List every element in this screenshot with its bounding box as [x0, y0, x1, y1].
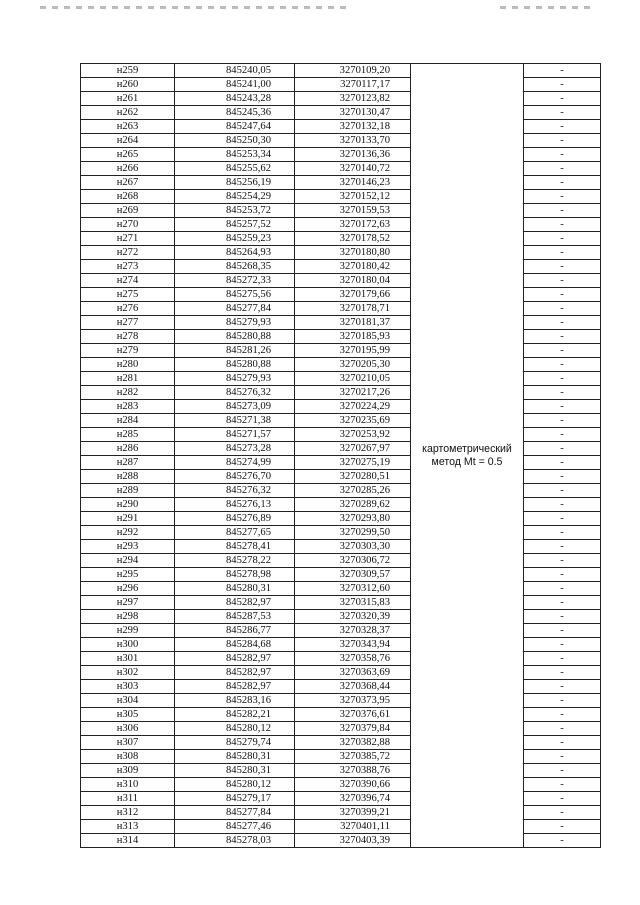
value-cell: - — [524, 652, 601, 666]
y-coordinate-cell: 3270210,05 — [295, 372, 411, 386]
x-coordinate-cell: 845253,72 — [175, 204, 295, 218]
y-coordinate-cell: 3270373,95 — [295, 694, 411, 708]
y-coordinate-cell: 3270179,66 — [295, 288, 411, 302]
point-name-cell: н308 — [81, 750, 175, 764]
x-coordinate-cell: 845272,33 — [175, 274, 295, 288]
x-coordinate-cell: 845281,26 — [175, 344, 295, 358]
point-name-cell: н273 — [81, 260, 175, 274]
y-coordinate-cell: 3270379,84 — [295, 722, 411, 736]
coordinates-table — [80, 63, 601, 848]
y-coordinate-cell: 3270109,20 — [295, 64, 411, 78]
x-coordinate-cell: 845257,52 — [175, 218, 295, 232]
value-cell: - — [524, 778, 601, 792]
x-coordinate-cell: 845256,19 — [175, 176, 295, 190]
x-coordinate-cell: 845276,32 — [175, 386, 295, 400]
value-cell: - — [524, 316, 601, 330]
y-coordinate-cell: 3270180,42 — [295, 260, 411, 274]
point-name-cell: н301 — [81, 652, 175, 666]
y-coordinate-cell: 3270363,69 — [295, 666, 411, 680]
value-cell: - — [524, 358, 601, 372]
value-cell: - — [524, 442, 601, 456]
value-cell: - — [524, 708, 601, 722]
x-coordinate-cell: 845277,84 — [175, 302, 295, 316]
point-name-cell: н314 — [81, 834, 175, 848]
value-cell: - — [524, 568, 601, 582]
x-coordinate-cell: 845279,93 — [175, 316, 295, 330]
point-name-cell: н299 — [81, 624, 175, 638]
y-coordinate-cell: 3270401,11 — [295, 820, 411, 834]
y-coordinate-cell: 3270320,39 — [295, 610, 411, 624]
value-cell: - — [524, 820, 601, 834]
point-name-cell: н266 — [81, 162, 175, 176]
y-coordinate-cell: 3270185,93 — [295, 330, 411, 344]
y-coordinate-cell: 3270390,66 — [295, 778, 411, 792]
point-name-cell: н278 — [81, 330, 175, 344]
y-coordinate-cell: 3270376,61 — [295, 708, 411, 722]
y-coordinate-cell: 3270224,29 — [295, 400, 411, 414]
value-cell: - — [524, 344, 601, 358]
point-name-cell: н306 — [81, 722, 175, 736]
x-coordinate-cell: 845268,35 — [175, 260, 295, 274]
y-coordinate-cell: 3270146,23 — [295, 176, 411, 190]
y-coordinate-cell: 3270133,70 — [295, 134, 411, 148]
point-name-cell: н312 — [81, 806, 175, 820]
value-cell: - — [524, 190, 601, 204]
y-coordinate-cell: 3270178,71 — [295, 302, 411, 316]
point-name-cell: н272 — [81, 246, 175, 260]
y-coordinate-cell: 3270123,82 — [295, 92, 411, 106]
value-cell: - — [524, 512, 601, 526]
y-coordinate-cell: 3270303,30 — [295, 540, 411, 554]
point-name-cell: н296 — [81, 582, 175, 596]
x-coordinate-cell: 845279,74 — [175, 736, 295, 750]
x-coordinate-cell: 845243,28 — [175, 92, 295, 106]
value-cell: - — [524, 64, 601, 78]
x-coordinate-cell: 845273,28 — [175, 442, 295, 456]
point-name-cell: н279 — [81, 344, 175, 358]
value-cell: - — [524, 610, 601, 624]
y-coordinate-cell: 3270293,80 — [295, 512, 411, 526]
x-coordinate-cell: 845278,03 — [175, 834, 295, 848]
x-coordinate-cell: 845278,22 — [175, 554, 295, 568]
x-coordinate-cell: 845282,97 — [175, 652, 295, 666]
value-cell: - — [524, 232, 601, 246]
point-name-cell: н277 — [81, 316, 175, 330]
point-name-cell: н268 — [81, 190, 175, 204]
y-coordinate-cell: 3270195,99 — [295, 344, 411, 358]
y-coordinate-cell: 3270343,94 — [295, 638, 411, 652]
x-coordinate-cell: 845240,05 — [175, 64, 295, 78]
x-coordinate-cell: 845280,88 — [175, 358, 295, 372]
x-coordinate-cell: 845284,68 — [175, 638, 295, 652]
y-coordinate-cell: 3270172,63 — [295, 218, 411, 232]
x-coordinate-cell: 845280,88 — [175, 330, 295, 344]
value-cell: - — [524, 218, 601, 232]
point-name-cell: н274 — [81, 274, 175, 288]
point-name-cell: н259 — [81, 64, 175, 78]
x-coordinate-cell: 845278,98 — [175, 568, 295, 582]
point-name-cell: н262 — [81, 106, 175, 120]
x-coordinate-cell: 845282,21 — [175, 708, 295, 722]
point-name-cell: н293 — [81, 540, 175, 554]
top-scan-line-left — [40, 6, 350, 9]
x-coordinate-cell: 845247,64 — [175, 120, 295, 134]
x-coordinate-cell: 845241,00 — [175, 78, 295, 92]
value-cell: - — [524, 554, 601, 568]
method-line-2: метод Mt = 0.5 — [431, 455, 503, 468]
x-coordinate-cell: 845282,97 — [175, 666, 295, 680]
top-scan-line-right — [500, 6, 590, 9]
value-cell: - — [524, 106, 601, 120]
x-coordinate-cell: 845264,93 — [175, 246, 295, 260]
x-coordinate-cell: 845275,56 — [175, 288, 295, 302]
y-coordinate-cell: 3270315,83 — [295, 596, 411, 610]
y-coordinate-cell: 3270217,26 — [295, 386, 411, 400]
x-coordinate-cell: 845283,16 — [175, 694, 295, 708]
value-cell: - — [524, 484, 601, 498]
point-name-cell: н287 — [81, 456, 175, 470]
y-coordinate-cell: 3270328,37 — [295, 624, 411, 638]
y-coordinate-cell: 3270178,52 — [295, 232, 411, 246]
point-name-cell: н300 — [81, 638, 175, 652]
y-coordinate-cell: 3270403,39 — [295, 834, 411, 848]
point-name-cell: н292 — [81, 526, 175, 540]
value-cell: - — [524, 204, 601, 218]
y-coordinate-cell: 3270180,04 — [295, 274, 411, 288]
y-coordinate-cell: 3270159,53 — [295, 204, 411, 218]
x-coordinate-cell: 845274,99 — [175, 456, 295, 470]
y-coordinate-cell: 3270368,44 — [295, 680, 411, 694]
x-coordinate-cell: 845276,13 — [175, 498, 295, 512]
value-cell: - — [524, 92, 601, 106]
point-name-cell: н281 — [81, 372, 175, 386]
value-cell: - — [524, 540, 601, 554]
y-coordinate-cell: 3270399,21 — [295, 806, 411, 820]
point-name-cell: н280 — [81, 358, 175, 372]
point-name-cell: н285 — [81, 428, 175, 442]
x-coordinate-cell: 845280,31 — [175, 750, 295, 764]
x-coordinate-cell: 845282,97 — [175, 596, 295, 610]
x-coordinate-cell: 845250,30 — [175, 134, 295, 148]
y-coordinate-cell: 3270235,69 — [295, 414, 411, 428]
value-cell: - — [524, 414, 601, 428]
point-name-cell: н305 — [81, 708, 175, 722]
value-cell: - — [524, 792, 601, 806]
value-cell: - — [524, 176, 601, 190]
x-coordinate-cell: 845259,23 — [175, 232, 295, 246]
point-name-cell: н276 — [81, 302, 175, 316]
point-name-cell: н270 — [81, 218, 175, 232]
x-coordinate-cell: 845280,31 — [175, 764, 295, 778]
y-coordinate-cell: 3270140,72 — [295, 162, 411, 176]
value-cell: - — [524, 372, 601, 386]
x-coordinate-cell: 845280,12 — [175, 722, 295, 736]
point-name-cell: н269 — [81, 204, 175, 218]
value-cell: - — [524, 694, 601, 708]
value-cell: - — [524, 526, 601, 540]
y-coordinate-cell: 3270267,97 — [295, 442, 411, 456]
y-coordinate-cell: 3270280,51 — [295, 470, 411, 484]
y-coordinate-cell: 3270117,17 — [295, 78, 411, 92]
value-cell: - — [524, 596, 601, 610]
y-coordinate-cell: 3270299,50 — [295, 526, 411, 540]
method-line-1: картометрический — [422, 442, 512, 455]
point-name-cell: н309 — [81, 764, 175, 778]
y-coordinate-cell: 3270285,26 — [295, 484, 411, 498]
x-coordinate-cell: 845253,34 — [175, 148, 295, 162]
y-coordinate-cell: 3270396,74 — [295, 792, 411, 806]
value-cell: - — [524, 680, 601, 694]
x-coordinate-cell: 845279,93 — [175, 372, 295, 386]
x-coordinate-cell: 845276,89 — [175, 512, 295, 526]
y-coordinate-cell: 3270130,47 — [295, 106, 411, 120]
point-name-cell: н294 — [81, 554, 175, 568]
y-coordinate-cell: 3270289,62 — [295, 498, 411, 512]
point-name-cell: н267 — [81, 176, 175, 190]
point-name-cell: н302 — [81, 666, 175, 680]
value-cell: - — [524, 470, 601, 484]
value-cell: - — [524, 806, 601, 820]
value-cell: - — [524, 722, 601, 736]
value-cell: - — [524, 288, 601, 302]
y-coordinate-cell: 3270181,37 — [295, 316, 411, 330]
y-coordinate-cell: 3270385,72 — [295, 750, 411, 764]
point-name-cell: н291 — [81, 512, 175, 526]
value-cell: - — [524, 330, 601, 344]
point-name-cell: н297 — [81, 596, 175, 610]
point-name-cell: н264 — [81, 134, 175, 148]
value-cell: - — [524, 428, 601, 442]
x-coordinate-cell: 845280,12 — [175, 778, 295, 792]
point-name-cell: н304 — [81, 694, 175, 708]
point-name-cell: н275 — [81, 288, 175, 302]
x-coordinate-cell: 845282,97 — [175, 680, 295, 694]
value-cell: - — [524, 624, 601, 638]
point-name-cell: н265 — [81, 148, 175, 162]
point-name-cell: н260 — [81, 78, 175, 92]
x-coordinate-cell: 845277,65 — [175, 526, 295, 540]
value-cell: - — [524, 134, 601, 148]
value-cell: - — [524, 400, 601, 414]
value-cell: - — [524, 834, 601, 848]
y-coordinate-cell: 3270253,92 — [295, 428, 411, 442]
point-name-cell: н298 — [81, 610, 175, 624]
point-name-cell: н286 — [81, 442, 175, 456]
coordinates-table-body — [81, 64, 601, 848]
point-name-cell: н295 — [81, 568, 175, 582]
x-coordinate-cell: 845277,84 — [175, 806, 295, 820]
point-name-cell: н283 — [81, 400, 175, 414]
y-coordinate-cell: 3270205,30 — [295, 358, 411, 372]
y-coordinate-cell: 3270275,19 — [295, 456, 411, 470]
value-cell: - — [524, 666, 601, 680]
point-name-cell: н284 — [81, 414, 175, 428]
method-cell — [411, 64, 524, 848]
y-coordinate-cell: 3270312,60 — [295, 582, 411, 596]
value-cell: - — [524, 456, 601, 470]
value-cell: - — [524, 148, 601, 162]
value-cell: - — [524, 260, 601, 274]
y-coordinate-cell: 3270382,88 — [295, 736, 411, 750]
x-coordinate-cell: 845271,57 — [175, 428, 295, 442]
point-name-cell: н263 — [81, 120, 175, 134]
point-name-cell: н271 — [81, 232, 175, 246]
point-name-cell: н310 — [81, 778, 175, 792]
value-cell: - — [524, 582, 601, 596]
x-coordinate-cell: 845276,32 — [175, 484, 295, 498]
y-coordinate-cell: 3270306,72 — [295, 554, 411, 568]
x-coordinate-cell: 845286,77 — [175, 624, 295, 638]
value-cell: - — [524, 78, 601, 92]
value-cell: - — [524, 386, 601, 400]
x-coordinate-cell: 845287,53 — [175, 610, 295, 624]
x-coordinate-cell: 845254,29 — [175, 190, 295, 204]
y-coordinate-cell: 3270180,80 — [295, 246, 411, 260]
x-coordinate-cell: 845276,70 — [175, 470, 295, 484]
y-coordinate-cell: 3270136,36 — [295, 148, 411, 162]
y-coordinate-cell: 3270309,57 — [295, 568, 411, 582]
value-cell: - — [524, 162, 601, 176]
y-coordinate-cell: 3270152,12 — [295, 190, 411, 204]
method-text — [422, 443, 512, 469]
point-name-cell: н307 — [81, 736, 175, 750]
value-cell: - — [524, 246, 601, 260]
x-coordinate-cell: 845279,17 — [175, 792, 295, 806]
point-name-cell: н303 — [81, 680, 175, 694]
point-name-cell: н311 — [81, 792, 175, 806]
value-cell: - — [524, 764, 601, 778]
point-name-cell: н288 — [81, 470, 175, 484]
point-name-cell: н282 — [81, 386, 175, 400]
x-coordinate-cell: 845255,62 — [175, 162, 295, 176]
point-name-cell: н289 — [81, 484, 175, 498]
x-coordinate-cell: 845245,36 — [175, 106, 295, 120]
x-coordinate-cell: 845273,09 — [175, 400, 295, 414]
x-coordinate-cell: 845277,46 — [175, 820, 295, 834]
value-cell: - — [524, 120, 601, 134]
point-name-cell: н290 — [81, 498, 175, 512]
value-cell: - — [524, 638, 601, 652]
y-coordinate-cell: 3270358,76 — [295, 652, 411, 666]
x-coordinate-cell: 845280,31 — [175, 582, 295, 596]
y-coordinate-cell: 3270388,76 — [295, 764, 411, 778]
value-cell: - — [524, 750, 601, 764]
x-coordinate-cell: 845278,41 — [175, 540, 295, 554]
value-cell: - — [524, 736, 601, 750]
value-cell: - — [524, 498, 601, 512]
table-row — [81, 64, 601, 78]
point-name-cell: н261 — [81, 92, 175, 106]
point-name-cell: н313 — [81, 820, 175, 834]
value-cell: - — [524, 302, 601, 316]
y-coordinate-cell: 3270132,18 — [295, 120, 411, 134]
value-cell: - — [524, 274, 601, 288]
x-coordinate-cell: 845271,38 — [175, 414, 295, 428]
